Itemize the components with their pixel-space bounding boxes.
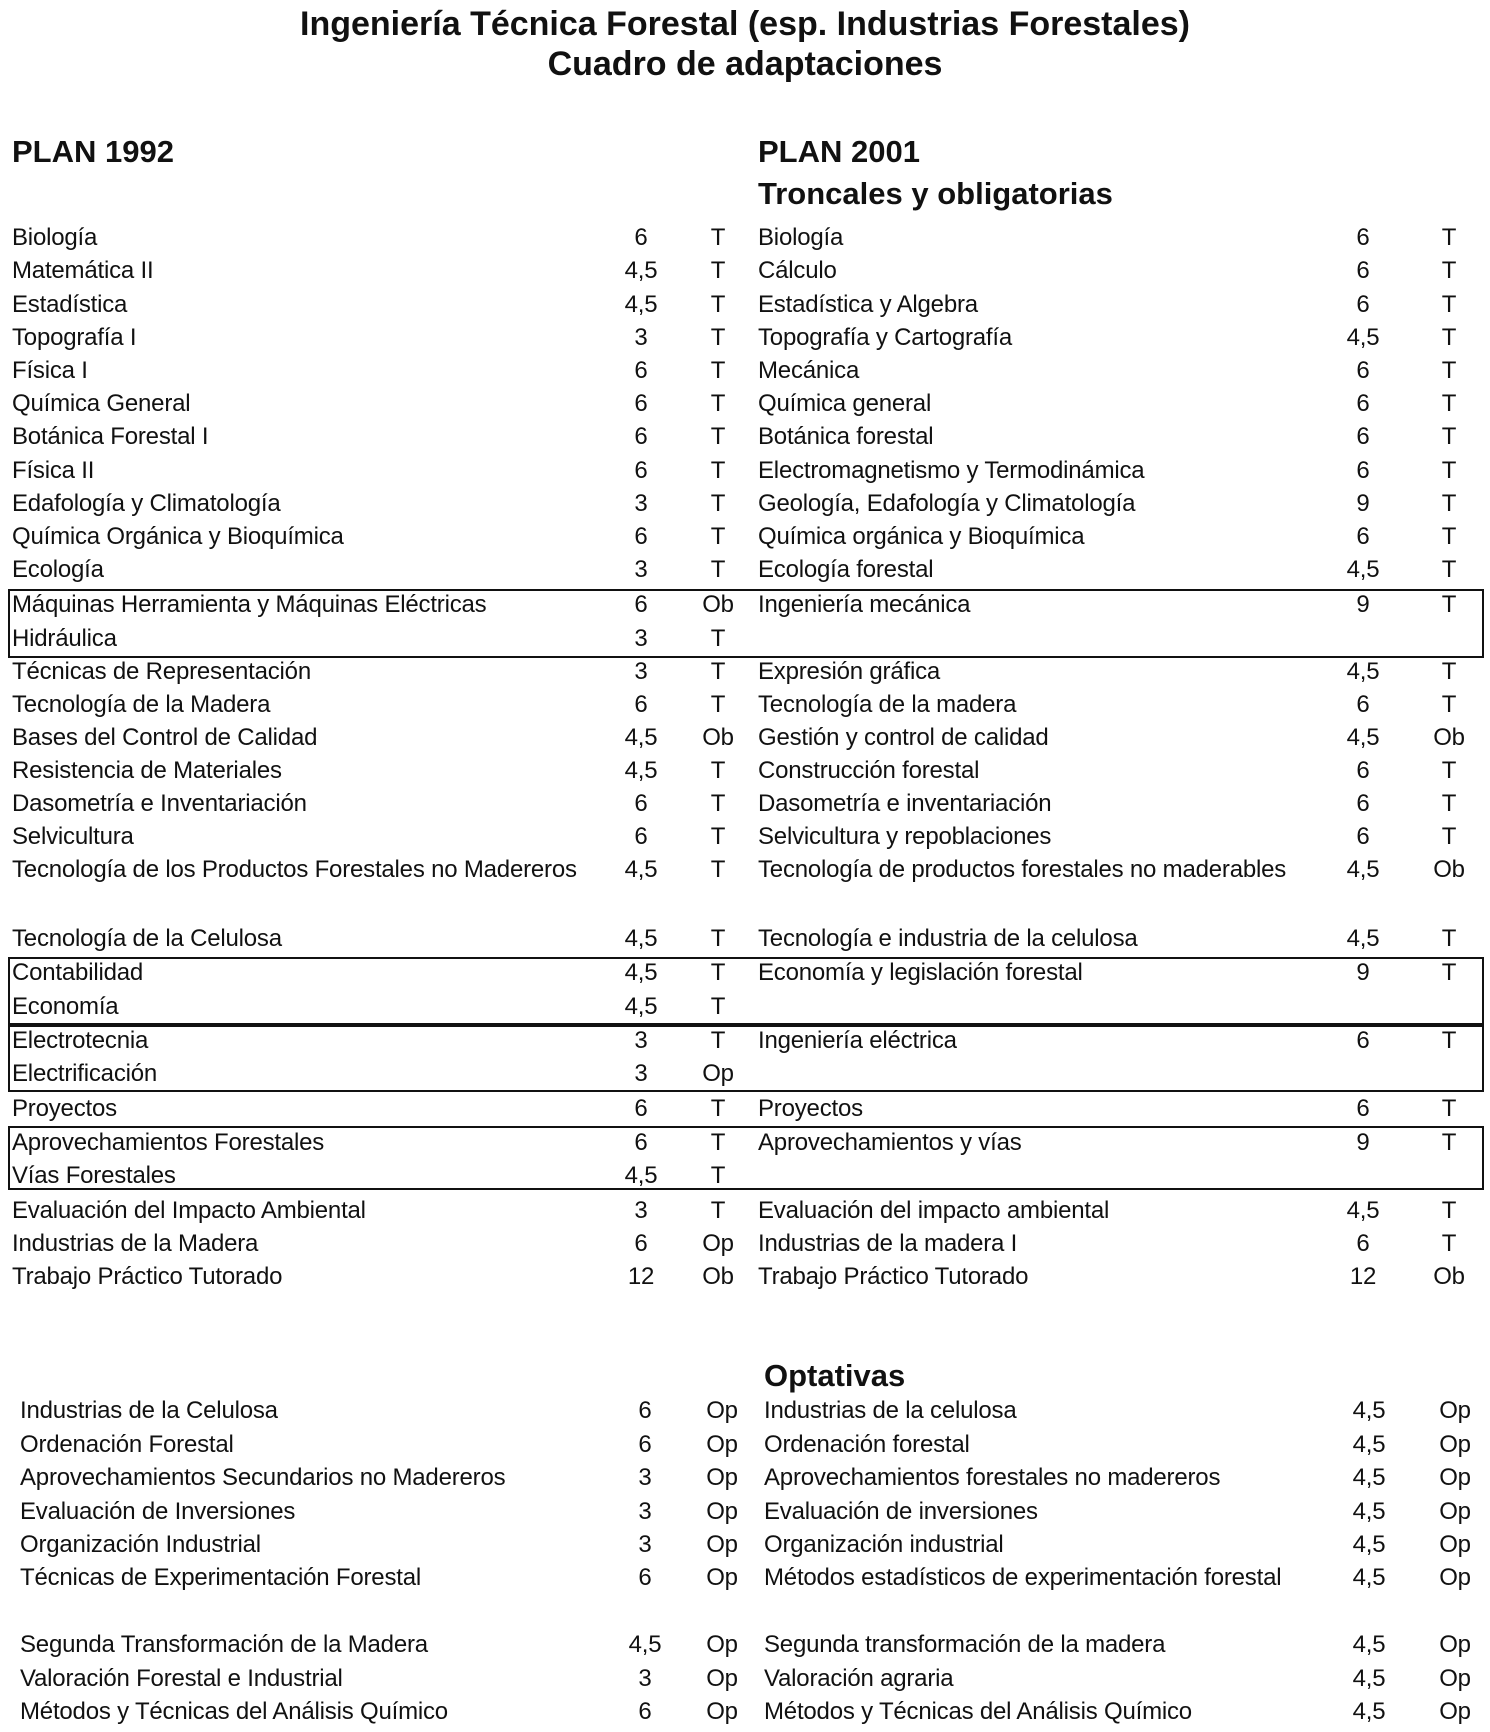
plan1992-credits: 6 — [634, 224, 648, 251]
plan2001-type: T — [1441, 357, 1457, 384]
plan1992-type: T — [710, 1197, 726, 1224]
plan1992-type: T — [710, 1095, 726, 1122]
plan1992-type: T — [710, 257, 726, 284]
plan1992-type: T — [710, 490, 726, 517]
plan2001-credits: 6 — [1356, 757, 1370, 784]
plan-1992-header: PLAN 1992 — [12, 134, 174, 169]
plan2001-type: T — [1441, 1197, 1457, 1224]
plan1992-type: Op — [702, 1060, 734, 1087]
plan1992-credits: 3 — [638, 1531, 652, 1558]
plan2001-credits: 6 — [1356, 291, 1370, 318]
plan2001-type: Ob — [1433, 724, 1465, 751]
plan1992-credits: 3 — [634, 1027, 648, 1054]
plan1992-subject: Métodos y Técnicas del Análisis Químico — [20, 1698, 448, 1725]
plan1992-type: T — [710, 423, 726, 450]
plan2001-type: Op — [1439, 1498, 1471, 1525]
plan1992-type: T — [710, 691, 726, 718]
plan1992-subject: Hidráulica — [12, 625, 117, 652]
plan2001-credits: 4,5 — [1346, 324, 1380, 351]
plan1992-type: Op — [706, 1665, 738, 1692]
plan1992-subject: Vías Forestales — [12, 1162, 176, 1189]
plan2001-credits: 4,5 — [1352, 1665, 1386, 1692]
plan1992-subject: Física II — [12, 457, 95, 484]
plan1992-type: Op — [706, 1431, 738, 1458]
plan1992-type: Op — [706, 1564, 738, 1591]
plan2001-type: Op — [1439, 1631, 1471, 1658]
plan1992-credits: 4,5 — [624, 856, 658, 883]
plan2001-subject: Ordenación forestal — [764, 1431, 970, 1458]
plan1992-type: T — [710, 856, 726, 883]
plan1992-credits: 6 — [634, 790, 648, 817]
plan2001-credits: 6 — [1356, 823, 1370, 850]
plan1992-type: Op — [706, 1397, 738, 1424]
troncales-header: Troncales y obligatorias — [758, 176, 1113, 211]
plan2001-credits: 6 — [1356, 224, 1370, 251]
plan1992-credits: 6 — [638, 1397, 652, 1424]
plan1992-type: T — [710, 1027, 726, 1054]
plan2001-type: T — [1441, 523, 1457, 550]
plan1992-subject: Biología — [12, 224, 98, 251]
plan2001-type: T — [1441, 757, 1457, 784]
plan2001-credits: 6 — [1356, 1230, 1370, 1257]
plan2001-credits: 4,5 — [1352, 1531, 1386, 1558]
plan1992-subject: Técnicas de Experimentación Forestal — [20, 1564, 421, 1591]
plan2001-credits: 4,5 — [1352, 1464, 1386, 1491]
plan2001-type: T — [1441, 423, 1457, 450]
document-title: Ingeniería Técnica Forestal (esp. Industrias Forestales) — [300, 5, 1190, 43]
plan2001-subject: Química general — [758, 390, 932, 417]
plan1992-credits: 6 — [634, 390, 648, 417]
group-box-economia — [8, 957, 1484, 1025]
plan2001-type: Ob — [1433, 1263, 1465, 1290]
plan2001-type: T — [1441, 691, 1457, 718]
plan1992-credits: 4,5 — [624, 724, 658, 751]
plan2001-credits: 4,5 — [1352, 1498, 1386, 1525]
plan1992-credits: 6 — [634, 423, 648, 450]
plan1992-credits: 3 — [638, 1665, 652, 1692]
plan2001-credits: 4,5 — [1352, 1631, 1386, 1658]
plan2001-type: T — [1441, 457, 1457, 484]
plan2001-subject: Métodos y Técnicas del Análisis Químico — [764, 1698, 1192, 1725]
plan2001-type: Op — [1439, 1464, 1471, 1491]
document-subtitle: Cuadro de adaptaciones — [547, 45, 943, 83]
plan2001-type: Op — [1439, 1564, 1471, 1591]
plan2001-credits: 9 — [1356, 591, 1370, 618]
plan2001-type: T — [1441, 490, 1457, 517]
plan1992-type: Op — [702, 1230, 734, 1257]
plan1992-credits: 3 — [634, 625, 648, 652]
plan2001-subject: Química orgánica y Bioquímica — [758, 523, 1085, 550]
plan1992-type: Op — [706, 1531, 738, 1558]
plan2001-type: T — [1441, 291, 1457, 318]
plan2001-credits: 4,5 — [1352, 1397, 1386, 1424]
plan1992-subject: Industrias de la Celulosa — [20, 1397, 278, 1424]
plan1992-subject: Aprovechamientos Secundarios no Madereros — [20, 1464, 506, 1491]
plan2001-subject: Segunda transformación de la madera — [764, 1631, 1166, 1658]
plan2001-subject: Ecología forestal — [758, 556, 934, 583]
plan2001-credits: 6 — [1356, 1027, 1370, 1054]
plan2001-credits: 4,5 — [1346, 856, 1380, 883]
plan1992-subject: Tecnología de la Madera — [12, 691, 271, 718]
plan2001-type: T — [1441, 257, 1457, 284]
plan2001-subject: Cálculo — [758, 257, 837, 284]
plan2001-subject: Economía y legislación forestal — [758, 959, 1083, 986]
group-box-ingenieria-mecanica — [8, 589, 1484, 658]
plan1992-credits: 6 — [634, 457, 648, 484]
plan1992-type: T — [710, 823, 726, 850]
optativas-header: Optativas — [764, 1358, 906, 1393]
plan1992-subject: Matemática II — [12, 257, 154, 284]
plan1992-subject: Dasometría e Inventariación — [12, 790, 307, 817]
plan2001-subject: Métodos estadísticos de experimentación forestal — [764, 1564, 1282, 1591]
plan2001-subject: Valoración agraria — [764, 1665, 954, 1692]
plan1992-credits: 4,5 — [624, 257, 658, 284]
plan2001-subject: Selvicultura y repoblaciones — [758, 823, 1052, 850]
plan1992-subject: Electrotecnia — [12, 1027, 149, 1054]
plan1992-credits: 4,5 — [624, 959, 658, 986]
plan1992-credits: 6 — [634, 691, 648, 718]
plan1992-credits: 6 — [634, 357, 648, 384]
plan2001-subject: Evaluación de inversiones — [764, 1498, 1038, 1525]
plan1992-subject: Evaluación de Inversiones — [20, 1498, 296, 1525]
plan1992-type: Ob — [702, 724, 734, 751]
plan1992-subject: Trabajo Práctico Tutorado — [12, 1263, 283, 1290]
plan2001-subject: Biología — [758, 224, 844, 251]
plan2001-subject: Evaluación del impacto ambiental — [758, 1197, 1110, 1224]
plan2001-subject: Gestión y control de calidad — [758, 724, 1049, 751]
plan2001-type: T — [1441, 925, 1457, 952]
plan1992-credits: 6 — [634, 523, 648, 550]
group-box-ingenieria-electrica — [8, 1025, 1484, 1092]
plan1992-credits: 4,5 — [624, 925, 658, 952]
plan1992-type: T — [710, 291, 726, 318]
plan1992-subject: Organización Industrial — [20, 1531, 261, 1558]
plan2001-credits: 9 — [1356, 490, 1370, 517]
plan1992-subject: Evaluación del Impacto Ambiental — [12, 1197, 366, 1224]
plan1992-subject: Proyectos — [12, 1095, 117, 1122]
plan2001-type: T — [1441, 1129, 1457, 1156]
plan2001-credits: 4,5 — [1346, 925, 1380, 952]
plan1992-type: T — [710, 390, 726, 417]
plan2001-credits: 4,5 — [1352, 1431, 1386, 1458]
plan1992-type: T — [710, 625, 726, 652]
plan2001-type: T — [1441, 823, 1457, 850]
plan1992-credits: 3 — [638, 1498, 652, 1525]
plan2001-subject: Industrias de la madera I — [758, 1230, 1018, 1257]
plan1992-type: T — [710, 1162, 726, 1189]
plan1992-type: T — [710, 556, 726, 583]
plan1992-credits: 6 — [638, 1564, 652, 1591]
plan1992-credits: 3 — [638, 1464, 652, 1491]
plan1992-subject: Ordenación Forestal — [20, 1431, 234, 1458]
plan1992-subject: Ecología — [12, 556, 104, 583]
plan2001-credits: 6 — [1356, 257, 1370, 284]
plan1992-subject: Edafología y Climatología — [12, 490, 281, 517]
plan1992-credits: 3 — [634, 1060, 648, 1087]
plan1992-credits: 6 — [638, 1698, 652, 1725]
plan1992-subject: Contabilidad — [12, 959, 144, 986]
plan2001-credits: 6 — [1356, 423, 1370, 450]
plan1992-credits: 3 — [634, 324, 648, 351]
plan2001-subject: Mecánica — [758, 357, 860, 384]
plan2001-subject: Aprovechamientos forestales no madereros — [764, 1464, 1221, 1491]
plan2001-subject: Estadística y Algebra — [758, 291, 978, 318]
plan2001-credits: 4,5 — [1352, 1698, 1386, 1725]
plan2001-credits: 4,5 — [1346, 724, 1380, 751]
plan2001-credits: 4,5 — [1352, 1564, 1386, 1591]
plan1992-type: T — [710, 959, 726, 986]
plan1992-subject: Técnicas de Representación — [12, 658, 311, 685]
plan2001-credits: 6 — [1356, 457, 1370, 484]
plan2001-subject: Aprovechamientos y vías — [758, 1129, 1022, 1156]
plan1992-subject: Segunda Transformación de la Madera — [20, 1631, 428, 1658]
plan2001-type: Ob — [1433, 856, 1465, 883]
plan2001-credits: 9 — [1356, 1129, 1370, 1156]
plan2001-type: Op — [1439, 1698, 1471, 1725]
plan1992-credits: 6 — [634, 1129, 648, 1156]
plan2001-subject: Botánica forestal — [758, 423, 934, 450]
plan2001-subject: Industrias de la celulosa — [764, 1397, 1017, 1424]
plan2001-type: T — [1441, 959, 1457, 986]
plan2001-type: T — [1441, 556, 1457, 583]
plan2001-subject: Tecnología de la madera — [758, 691, 1017, 718]
plan2001-credits: 6 — [1356, 790, 1370, 817]
plan1992-credits: 4,5 — [624, 993, 658, 1020]
plan1992-type: T — [710, 357, 726, 384]
plan2001-credits: 6 — [1356, 357, 1370, 384]
plan1992-type: T — [710, 224, 726, 251]
plan1992-credits: 12 — [627, 1263, 655, 1290]
plan2001-subject: Construcción forestal — [758, 757, 980, 784]
plan1992-type: T — [710, 523, 726, 550]
plan1992-type: T — [710, 790, 726, 817]
plan1992-type: Op — [706, 1498, 738, 1525]
plan2001-type: T — [1441, 1095, 1457, 1122]
plan1992-credits: 6 — [634, 1095, 648, 1122]
plan1992-type: T — [710, 658, 726, 685]
plan1992-credits: 3 — [634, 556, 648, 583]
plan1992-credits: 3 — [634, 1197, 648, 1224]
plan2001-credits: 9 — [1356, 959, 1370, 986]
plan1992-type: Op — [706, 1698, 738, 1725]
plan2001-subject: Tecnología e industria de la celulosa — [758, 925, 1138, 952]
plan1992-credits: 6 — [634, 1230, 648, 1257]
plan2001-subject: Electromagnetismo y Termodinámica — [758, 457, 1145, 484]
plan2001-type: T — [1441, 390, 1457, 417]
plan1992-credits: 4,5 — [628, 1631, 662, 1658]
plan2001-type: T — [1441, 1230, 1457, 1257]
plan1992-subject: Química Orgánica y Bioquímica — [12, 523, 344, 550]
plan1992-type: T — [710, 457, 726, 484]
plan1992-type: Op — [706, 1464, 738, 1491]
plan2001-type: T — [1441, 658, 1457, 685]
plan2001-subject: Tecnología de productos forestales no maderables — [758, 856, 1287, 883]
plan2001-credits: 6 — [1356, 390, 1370, 417]
plan2001-credits: 4,5 — [1346, 556, 1380, 583]
plan1992-subject: Física I — [12, 357, 88, 384]
plan2001-subject: Ingeniería mecánica — [758, 591, 971, 618]
plan1992-subject: Valoración Forestal e Industrial — [20, 1665, 343, 1692]
plan1992-subject: Botánica Forestal I — [12, 423, 209, 450]
plan1992-subject: Economía — [12, 993, 119, 1020]
plan2001-subject: Ingeniería eléctrica — [758, 1027, 957, 1054]
plan2001-type: Op — [1439, 1397, 1471, 1424]
plan1992-subject: Industrias de la Madera — [12, 1230, 259, 1257]
plan2001-credits: 4,5 — [1346, 1197, 1380, 1224]
plan1992-type: Ob — [702, 1263, 734, 1290]
plan1992-subject: Bases del Control de Calidad — [12, 724, 318, 751]
plan1992-credits: 4,5 — [624, 1162, 658, 1189]
plan2001-type: Op — [1439, 1665, 1471, 1692]
plan1992-credits: 4,5 — [624, 757, 658, 784]
plan2001-subject: Dasometría e inventariación — [758, 790, 1052, 817]
group-box-aprovechamientos — [8, 1126, 1484, 1190]
plan1992-credits: 6 — [634, 591, 648, 618]
plan2001-type: Op — [1439, 1431, 1471, 1458]
plan2001-type: T — [1441, 224, 1457, 251]
plan1992-type: T — [710, 925, 726, 952]
plan1992-subject: Estadística — [12, 291, 128, 318]
plan1992-type: T — [710, 993, 726, 1020]
plan1992-subject: Aprovechamientos Forestales — [12, 1129, 325, 1156]
plan1992-subject: Química General — [12, 390, 191, 417]
plan2001-subject: Trabajo Práctico Tutorado — [758, 1263, 1029, 1290]
plan2001-credits: 4,5 — [1346, 658, 1380, 685]
plan1992-subject: Topografía I — [12, 324, 137, 351]
plan1992-type: T — [710, 757, 726, 784]
plan2001-subject: Organización industrial — [764, 1531, 1004, 1558]
plan1992-credits: 6 — [634, 823, 648, 850]
plan2001-subject: Proyectos — [758, 1095, 863, 1122]
plan1992-type: T — [710, 324, 726, 351]
plan1992-credits: 6 — [638, 1431, 652, 1458]
plan1992-subject: Máquinas Herramienta y Máquinas Eléctricas — [12, 591, 487, 618]
plan2001-type: T — [1441, 1027, 1457, 1054]
plan2001-credits: 6 — [1356, 1095, 1370, 1122]
plan1992-subject: Selvicultura — [12, 823, 134, 850]
plan1992-subject: Tecnología de los Productos Forestales no Madereros — [12, 856, 577, 883]
plan2001-credits: 6 — [1356, 691, 1370, 718]
plan2001-credits: 12 — [1349, 1263, 1377, 1290]
plan2001-type: Op — [1439, 1531, 1471, 1558]
plan1992-type: T — [710, 1129, 726, 1156]
plan-2001-header: PLAN 2001 — [758, 134, 920, 169]
plan1992-subject: Resistencia de Materiales — [12, 757, 282, 784]
plan1992-credits: 4,5 — [624, 291, 658, 318]
plan2001-subject: Geología, Edafología y Climatología — [758, 490, 1136, 517]
plan1992-credits: 3 — [634, 658, 648, 685]
plan2001-type: T — [1441, 324, 1457, 351]
plan2001-subject: Topografía y Cartografía — [758, 324, 1013, 351]
plan2001-subject: Expresión gráfica — [758, 658, 941, 685]
plan1992-type: Ob — [702, 591, 734, 618]
plan1992-credits: 3 — [634, 490, 648, 517]
plan2001-type: T — [1441, 790, 1457, 817]
plan2001-credits: 6 — [1356, 523, 1370, 550]
plan1992-subject: Tecnología de la Celulosa — [12, 925, 282, 952]
plan2001-type: T — [1441, 591, 1457, 618]
plan1992-subject: Electrificación — [12, 1060, 158, 1087]
plan1992-type: Op — [706, 1631, 738, 1658]
